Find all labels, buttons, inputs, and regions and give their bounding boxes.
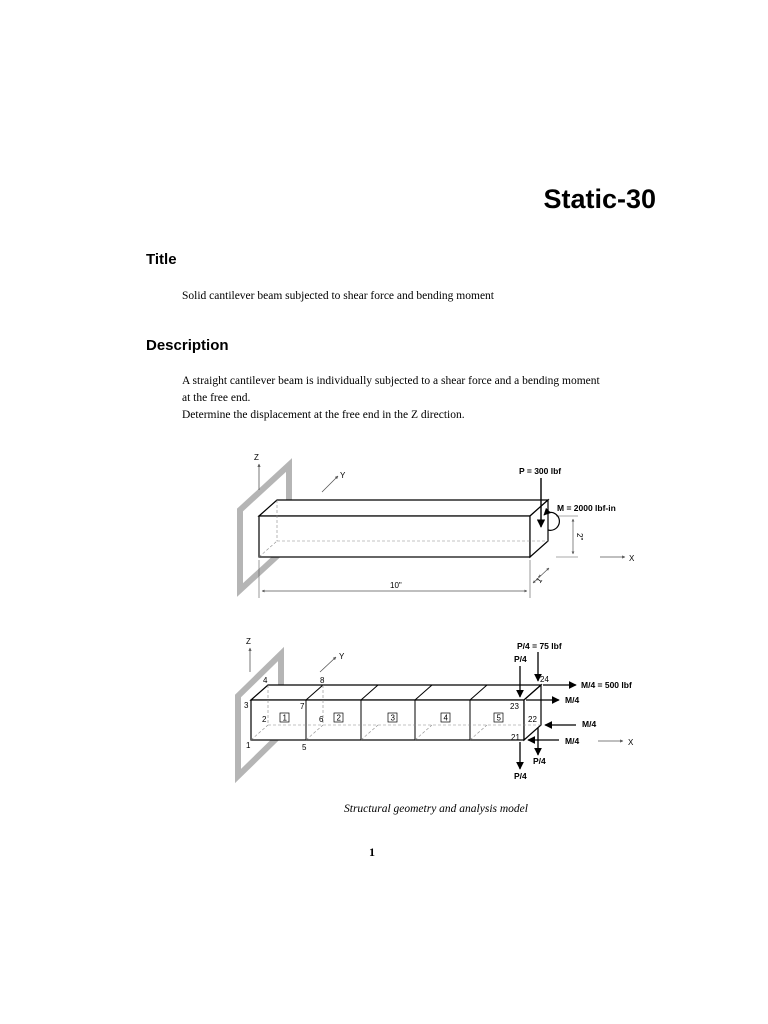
element-5 — [494, 713, 503, 723]
load-m-label: M = 2000 lbf-in — [557, 503, 616, 513]
description-line-2: at the free end. — [182, 392, 251, 404]
dim-width-label: 1" — [534, 573, 546, 585]
node-7: 7 — [300, 702, 305, 711]
node-1: 1 — [246, 741, 251, 750]
page-number: 1 — [369, 845, 375, 859]
element-4 — [441, 713, 450, 723]
dim-length-label: 10" — [390, 581, 402, 590]
axis-x-label: X — [629, 554, 635, 563]
axis-y-label: Y — [340, 471, 346, 480]
element-3 — [388, 713, 397, 723]
axis-z-label: Z — [254, 453, 259, 462]
beam-3d — [259, 500, 548, 557]
description-heading: Description — [146, 337, 229, 354]
node-22: 22 — [528, 715, 537, 724]
svg-text:3: 3 — [390, 713, 395, 723]
load-m4-label-mid: M/4 — [582, 719, 597, 729]
node-6: 6 — [319, 715, 324, 724]
element-1 — [280, 713, 289, 723]
node-23: 23 — [510, 702, 519, 711]
node-24: 24 — [540, 675, 549, 684]
load-p4-label-bottom: P/4 — [514, 771, 527, 781]
load-m4-500-label: M/4 = 500 lbf — [581, 680, 632, 690]
load-m4-label-bottom: M/4 — [565, 736, 580, 746]
axis-x-label-2: X — [628, 738, 634, 747]
figure-1 — [240, 453, 635, 598]
title-text: Solid cantilever beam subjected to shear force and bending moment — [182, 290, 494, 302]
axis-z-label-2: Z — [246, 637, 251, 646]
load-p4-label-mid: P/4 — [533, 756, 546, 766]
load-p-label: P = 300 lbf — [519, 466, 562, 476]
page-title: Static-30 — [543, 184, 656, 214]
node-5: 5 — [302, 743, 307, 752]
node-4: 4 — [263, 676, 268, 685]
description-line-1: A straight cantilever beam is individually subjected to a shear force and a bending moment — [182, 375, 600, 387]
mesh-5-elements — [251, 685, 541, 740]
load-m4-label-top: M/4 — [565, 695, 580, 705]
dim-height-label: 2" — [575, 533, 584, 541]
svg-text:2: 2 — [336, 713, 341, 723]
axis-y-arrow — [322, 476, 338, 492]
node-21: 21 — [511, 733, 520, 742]
load-p4-75-label: P/4 = 75 lbf — [517, 641, 562, 651]
load-p4-label-top: P/4 — [514, 654, 527, 664]
element-2 — [334, 713, 343, 723]
node-8: 8 — [320, 676, 325, 685]
axis-y-arrow-2 — [320, 657, 336, 672]
figure-2 — [238, 637, 634, 781]
node-2: 2 — [262, 715, 267, 724]
title-heading: Title — [146, 251, 177, 268]
description-line-3: Determine the displacement at the free end in the Z direction. — [182, 409, 465, 421]
axis-y-label-2: Y — [339, 652, 345, 661]
figure-caption: Structural geometry and analysis model — [344, 803, 528, 815]
svg-text:5: 5 — [496, 713, 501, 723]
svg-text:1: 1 — [282, 713, 287, 723]
svg-text:4: 4 — [443, 713, 448, 723]
node-3: 3 — [244, 701, 249, 710]
